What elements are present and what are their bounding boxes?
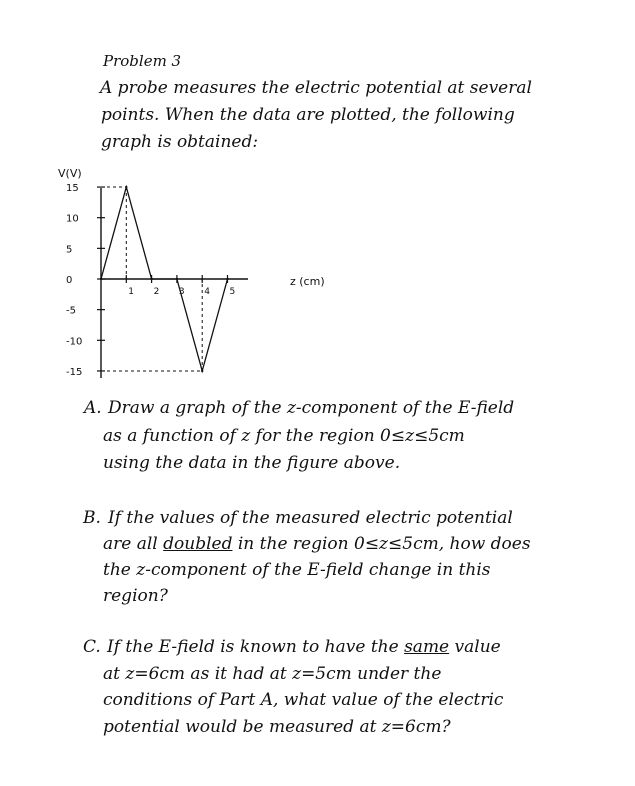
question-a-line-2: as a function of z for the region 0≤z≤5cm bbox=[103, 426, 465, 446]
axis-ticks bbox=[66, 183, 235, 378]
x-tick-label: 4 bbox=[204, 287, 210, 297]
question-a-line-3: using the data in the figure above. bbox=[103, 453, 401, 473]
question-b-line-2-end: in the region 0≤z≤5cm, how does bbox=[232, 534, 531, 554]
question-c-line-3: conditions of Part A, what value of the electric bbox=[103, 690, 504, 710]
same-emphasis: same bbox=[404, 637, 450, 657]
data-point bbox=[226, 278, 228, 280]
intro-line-1: A probe measures the electric potential at several bbox=[100, 78, 532, 98]
question-c-line-4: potential would be measured at z=6cm? bbox=[103, 717, 451, 737]
data-point bbox=[201, 370, 203, 372]
x-tick-label: 3 bbox=[178, 287, 185, 297]
question-c-line-1 bbox=[107, 637, 501, 657]
question-b-line-4: region? bbox=[103, 586, 168, 606]
doubled-emphasis: doubled bbox=[163, 534, 233, 554]
y-axis-label: V(V) bbox=[58, 167, 82, 180]
x-tick-label: 2 bbox=[153, 287, 160, 297]
question-c-line-2: at z=6cm as it had at z=5cm under the bbox=[103, 664, 442, 684]
intro-line-2: points. When the data are plotted, the following bbox=[101, 105, 515, 125]
question-b-line-1: If the values of the measured electric potential bbox=[108, 508, 513, 528]
intro-line-3: graph is obtained: bbox=[101, 132, 259, 152]
question-a-line-1: Draw a graph of the z-component of the E-field bbox=[108, 398, 515, 418]
x-tick-label: 1 bbox=[128, 287, 135, 297]
data-point bbox=[100, 278, 102, 280]
y-tick-label: -15 bbox=[66, 366, 83, 378]
question-b-line-2-start: are all bbox=[103, 534, 164, 554]
data-point bbox=[125, 186, 127, 188]
y-tick-label: 15 bbox=[66, 183, 79, 195]
x-tick-label: 5 bbox=[229, 287, 236, 297]
potential-chart bbox=[0, 160, 635, 390]
y-tick-label: 0 bbox=[66, 275, 73, 286]
question-c-label: C. bbox=[83, 637, 101, 657]
y-tick-label: -5 bbox=[66, 305, 76, 317]
question-c-line-1-end: value bbox=[449, 637, 501, 657]
question-b-line-2 bbox=[103, 534, 531, 554]
x-axis-label: z (cm) bbox=[290, 275, 325, 288]
data-point bbox=[150, 278, 152, 280]
question-c-line-1-start: If the E-field is known to have the bbox=[107, 637, 405, 657]
y-tick-label: -10 bbox=[66, 336, 83, 348]
question-b-line-3: the z-component of the E-field change in this bbox=[103, 560, 491, 580]
y-tick-label: 5 bbox=[66, 244, 73, 256]
question-a-label: A. bbox=[84, 398, 102, 418]
question-b-label: B. bbox=[83, 508, 101, 528]
data-point bbox=[176, 278, 178, 280]
problem-title: Problem 3 bbox=[103, 52, 182, 70]
y-tick-label: 10 bbox=[66, 213, 79, 225]
